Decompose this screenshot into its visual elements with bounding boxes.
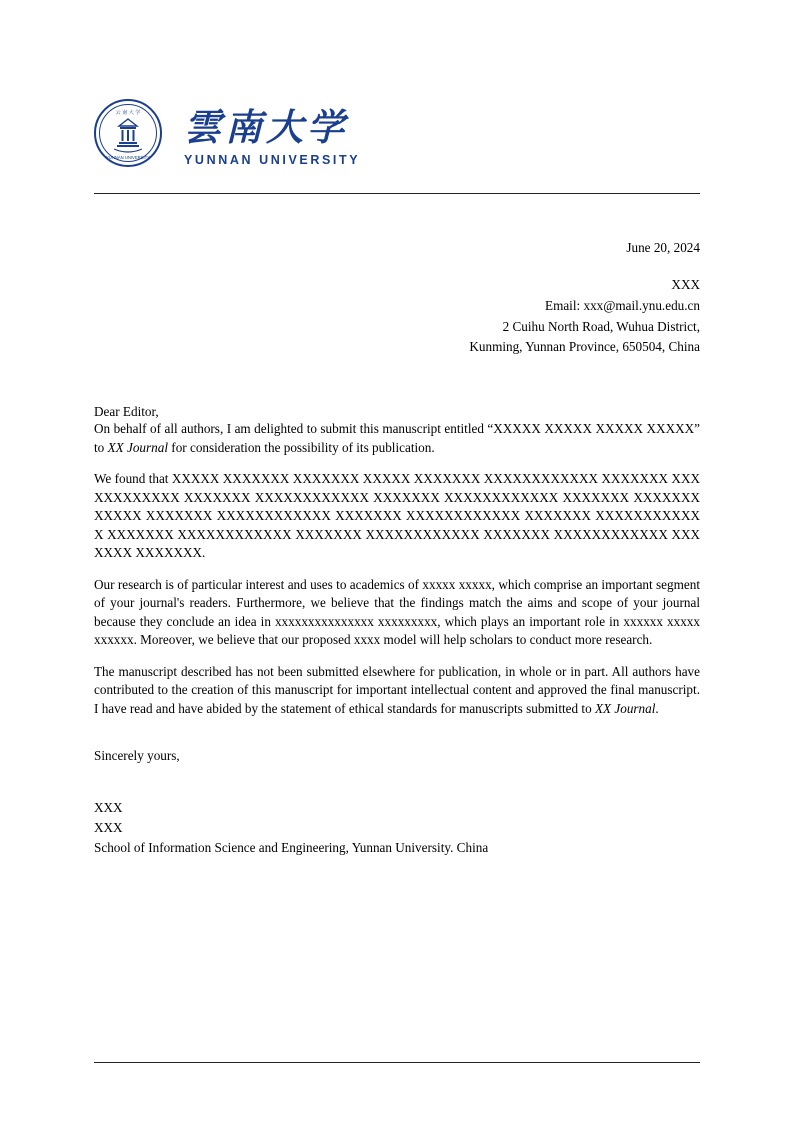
closing: Sincerely yours,	[94, 748, 180, 764]
signature-block	[94, 798, 700, 857]
sender-city: Kunming, Yunnan Province, 650504, China	[469, 339, 700, 355]
paragraph-findings: We found that XXXXX XXXXXXX XXXXXXX XXXXX XXXXXXX XXXXXXXXXXXX XXXXXXX XXXXXXXXXXXX XXXXXXX XXXXXXXXXXXX XXXXXXX XXXXXXXXXXXX XXXXXXX XXXXXXXXXXXX XXXXXXX XXXXXXXXXXXX XXXXXXX XXXXXXXXXXXX XXXXXXX XXXXXXXXXXXX XXXXXXX XXXXXXXXXXXX XXXXXXX XXXXXXXXXXXX XXXXXXX XXXXXXXXXXXX XXXXXXX XXXXXXX.	[94, 471, 700, 561]
wordmark-english: YUNNAN UNIVERSITY	[184, 153, 361, 168]
svg-text:YUNNAN UNIVERSITY: YUNNAN UNIVERSITY	[106, 155, 150, 160]
para1-journal-name: XX Journal	[107, 439, 168, 455]
footer-divider	[94, 1062, 700, 1063]
letter-content	[94, 0, 700, 857]
para4-text-b: .	[655, 700, 659, 716]
paragraph-submission	[94, 420, 700, 457]
crest-emblem-icon	[94, 99, 162, 167]
university-wordmark	[184, 103, 360, 168]
paragraph-relevance: Our research is of particular interest and uses to academics of xxxxx xxxxx, which comprise an important segment of your journal's readers. Furthermore, we believe that the findings match the aims and scope of your journal because they conclude an idea in xxxxxxxxxxxxxxx xxxxxxxxx, which plays an important role in xxxxxx xxxxx xxxxxx. Moreover, we believe that our proposed xxxx model will help scholars to conduct more research.	[94, 576, 700, 648]
header-divider	[94, 193, 700, 194]
sender-street: 2 Cuihu North Road, Wuhua District,	[502, 318, 700, 334]
para4-journal-name: XX Journal	[594, 700, 656, 716]
para4-text-a: The manuscript described has not been submitted elsewhere for publication, in whole or in part. All authors have contributed to the creation of this manuscript for important intellectual content and approved the final manuscript. I have read and have abided by the statement of ethical standards for manuscripts submitted to	[94, 663, 700, 716]
svg-text:云 南 大 学: 云 南 大 学	[115, 110, 141, 116]
letter-date: June 20, 2024	[626, 240, 700, 255]
sender-email: Email: xxx@mail.ynu.edu.cn	[545, 297, 700, 313]
wordmark-chinese: 雲南大学	[184, 105, 348, 149]
sender-name: XXX	[671, 276, 700, 292]
salutation: Dear Editor,	[94, 404, 159, 420]
letterhead	[94, 85, 700, 185]
para1-text-b: for consideration the possibility of its publication.	[168, 439, 435, 455]
signature-affiliation: School of Information Science and Engineering, Yunnan University. China	[94, 839, 489, 855]
signature-name-2: XXX	[94, 819, 123, 835]
para1-text-a: On behalf of all authors, I am delighted to submit this manuscript entitled “XXXXX XXXXX XXXXX XXXXX” to	[94, 421, 700, 455]
paragraph-declaration	[94, 663, 700, 718]
signature-name-1: XXX	[94, 800, 123, 816]
address-block	[94, 238, 700, 358]
university-crest-icon	[94, 99, 166, 171]
